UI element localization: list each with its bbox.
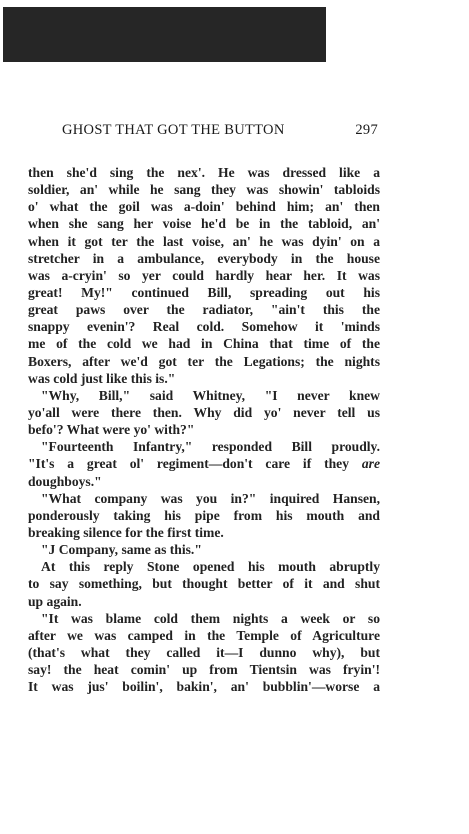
text-line: me of the cold we had in China that time of the bbox=[28, 336, 380, 352]
text-line: stretcher in a ambulance, everybody in the house bbox=[28, 250, 380, 266]
text-line: when it got ter the last voise, an' he was dyin' on a bbox=[28, 233, 380, 249]
running-header bbox=[62, 122, 378, 142]
text-line: great! My!" continued Bill, spreading out his bbox=[28, 284, 380, 300]
text-line: befo'? What were yo' with?" bbox=[28, 422, 195, 438]
text-line: breaking silence for the first time. bbox=[28, 524, 224, 540]
text-line: say! the heat comin' up from Tientsin was fryin'! bbox=[28, 662, 380, 678]
text-line: "Why, Bill," said Whitney, "I never knew bbox=[41, 387, 380, 403]
text-line: "What company was you in?" inquired Hansen, bbox=[41, 490, 380, 506]
text-line: It was jus' boilin', bakin', an' bubblin'—worse a bbox=[28, 679, 380, 695]
text-line: ponderously taking his pipe from his mouth and bbox=[28, 507, 380, 523]
redaction-block bbox=[3, 7, 326, 62]
text-line: great paws over the radiator, "ain't this the bbox=[28, 302, 380, 318]
text-line: o' what the goil was a-doin' behind him; an' then bbox=[28, 199, 380, 215]
text-line: then she'd sing the nex'. He was dressed like a bbox=[28, 165, 380, 180]
chapter-title: GHOST THAT GOT THE BUTTON bbox=[62, 122, 285, 138]
text-line: was cold just like this is." bbox=[28, 370, 176, 386]
text-line: (that's what they called it—I dunno why), but bbox=[28, 644, 380, 660]
text-line: yo'all were there then. Why did yo' never tell us bbox=[28, 404, 380, 420]
text-line: after we was camped in the Temple of Agriculture bbox=[28, 627, 380, 643]
text-line: snappy evenin'? Real cold. Somehow it 'minds bbox=[28, 319, 380, 335]
text-line: Boxers, after we'd got ter the Legations; the nights bbox=[28, 353, 380, 369]
text-line: At this reply Stone opened his mouth abruptly bbox=[41, 559, 380, 575]
text-line: soldier, an' while he sang they was showin' tabloids bbox=[28, 182, 380, 198]
text-line: "It was blame cold them nights a week or so bbox=[41, 610, 380, 626]
text-line: was a-cryin' so yer could hardly hear her. It was bbox=[28, 267, 380, 283]
text-line: "J Company, same as this." bbox=[41, 542, 202, 558]
page-number: 297 bbox=[355, 122, 378, 138]
text-line: to say something, but thought better of it and shut bbox=[28, 576, 380, 592]
text-line: up again. bbox=[28, 593, 82, 609]
text-line: "Fourteenth Infantry," responded Bill proudly. bbox=[41, 439, 380, 455]
text-line: doughboys." bbox=[28, 473, 102, 489]
body-text bbox=[28, 164, 380, 695]
text-line: "It's a great ol' regiment—don't care if they are bbox=[28, 456, 380, 472]
text-line: when she sang her voise he'd be in the tabloid, an' bbox=[28, 216, 380, 232]
